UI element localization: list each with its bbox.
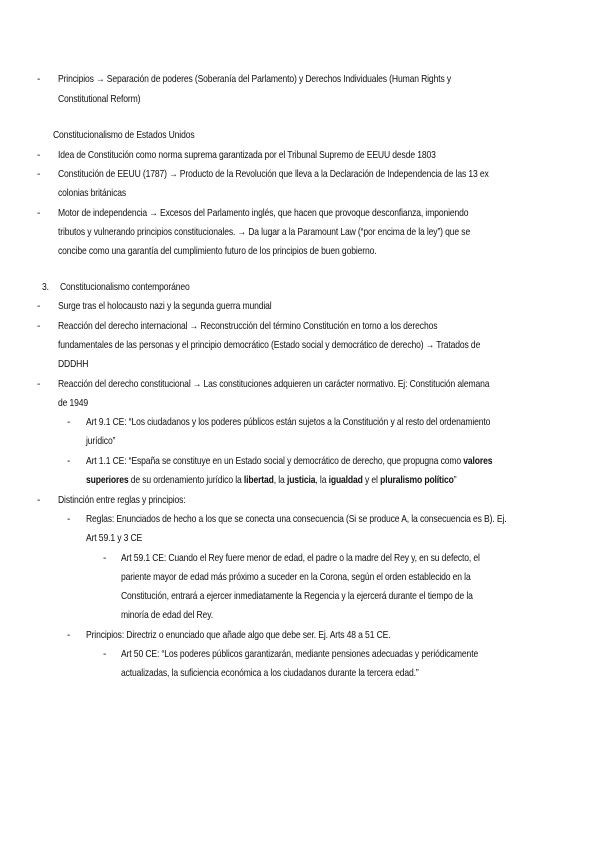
text-run: ”: [453, 475, 457, 486]
text-line: Constitución de EEUU (1787) → Producto de la Revolución que lleva a la Declaración de Independencia de las 13 ex: [58, 169, 489, 180]
text-line: minoría de edad del Rey.: [121, 610, 213, 621]
bullet-dash: -: [37, 321, 41, 332]
text-line: [86, 453, 492, 471]
bullet-dash: -: [37, 495, 41, 506]
text-line: Reacción del derecho constitucional → Las constituciones adquieren un carácter normativo. Ej: Constitución alemana: [58, 379, 490, 390]
bullet-dash: -: [37, 150, 41, 161]
section-number: 3.: [42, 282, 49, 293]
bold-term: libertad: [243, 475, 274, 486]
text-run: Art 1.1 CE: “España se constituye en un Estado social y democrático de derecho, que propugna como: [86, 456, 464, 467]
text-line: Idea de Constitución como norma suprema garantizada por el Tribunal Supremo de EEUU desde 1803: [58, 150, 436, 161]
bold-term: valores: [463, 456, 493, 467]
bold-term: igualdad: [328, 475, 363, 486]
bullet-dash: -: [37, 208, 41, 219]
text-line: Art 50 CE: “Los poderes públicos garantizarán, mediante pensiones adecuadas y periódicamente: [121, 649, 479, 660]
text-line: Art 59.1 y 3 CE: [86, 533, 143, 544]
text-line: fundamentales de las personas y el principio democrático (Estado social y democrático de derecho) → Tratados de: [58, 340, 481, 351]
text-line: Constitutional Reform): [58, 94, 141, 105]
text-line: DDDHH: [58, 359, 89, 370]
section-heading: Constitucionalismo de Estados Unidos: [53, 130, 195, 141]
text-line: Surge tras el holocausto nazi y la segunda guerra mundial: [58, 301, 272, 312]
text-line: tributos y vulnerando principios constitucionales. → Da lugar a la Paramount Law (“por encima de la ley”) que se: [58, 227, 471, 238]
text-line: Reacción del derecho internacional → Reconstrucción del término Constitución en torno a los derechos: [58, 321, 438, 332]
text-line: pariente mayor de edad más próximo a suceder en la Corona, según el orden establecido en la: [121, 572, 471, 583]
text-run: , la: [315, 475, 329, 486]
bold-term: pluralismo político: [380, 475, 454, 486]
text-line: Principios: Directriz o enunciado que añade algo que debe ser. Ej. Arts 48 a 51 CE.: [86, 630, 391, 641]
bullet-dash: -: [67, 456, 71, 467]
bold-term: superiores: [86, 475, 129, 486]
text-line: de 1949: [58, 398, 89, 409]
bullet-dash: -: [103, 649, 107, 660]
bullet-dash: -: [37, 74, 41, 85]
text-run: , la: [273, 475, 287, 486]
text-line: colonias británicas: [58, 188, 127, 199]
text-run: y el: [362, 475, 381, 486]
text-line: Art 9.1 CE: “Los ciudadanos y los poderes públicos están sujetos a la Constitución y al resto del ordenamiento: [86, 417, 491, 428]
text-line: Constitución, entrará a ejercer inmediatamente la Regencia y la ejercerá durante el tiempo de la: [121, 591, 473, 602]
text-line: Reglas: Enunciados de hecho a los que se conecta una consecuencia (Si se produce A, la consecuencia es B). Ej.: [86, 514, 507, 525]
text-line: jurídico”: [86, 436, 116, 447]
text-line: Motor de independencia → Excesos del Parlamento inglés, que hacen que provoque desconfianza, imponiendo: [58, 208, 469, 219]
text-line: Distinción entre reglas y principios:: [58, 495, 186, 506]
bullet-dash: -: [37, 379, 41, 390]
bullet-dash: -: [67, 514, 71, 525]
bullet-dash: -: [67, 417, 71, 428]
text-line: concibe como una garantía del cumplimiento futuro de los principios de buen gobierno.: [58, 246, 377, 257]
text-line: Art 59.1 CE: Cuando el Rey fuere menor de edad, el padre o la madre del Rey y, en su defecto, el: [121, 553, 480, 564]
bullet-dash: -: [103, 553, 107, 564]
text-run: de su ordenamiento jurídico la: [128, 475, 244, 486]
text-line: Principios → Separación de poderes (Soberanía del Parlamento) y Derechos Individuales (Human Rights y: [58, 74, 452, 85]
bullet-dash: -: [37, 301, 41, 312]
text-line: [86, 472, 457, 490]
bold-term: justicia: [286, 475, 316, 486]
bullet-dash: -: [67, 630, 71, 641]
bullet-dash: -: [37, 169, 41, 180]
section-title: Constitucionalismo contemporáneo: [60, 282, 190, 293]
text-line: actualizadas, la suficiencia económica a los ciudadanos durante la tercera edad.”: [121, 668, 419, 679]
